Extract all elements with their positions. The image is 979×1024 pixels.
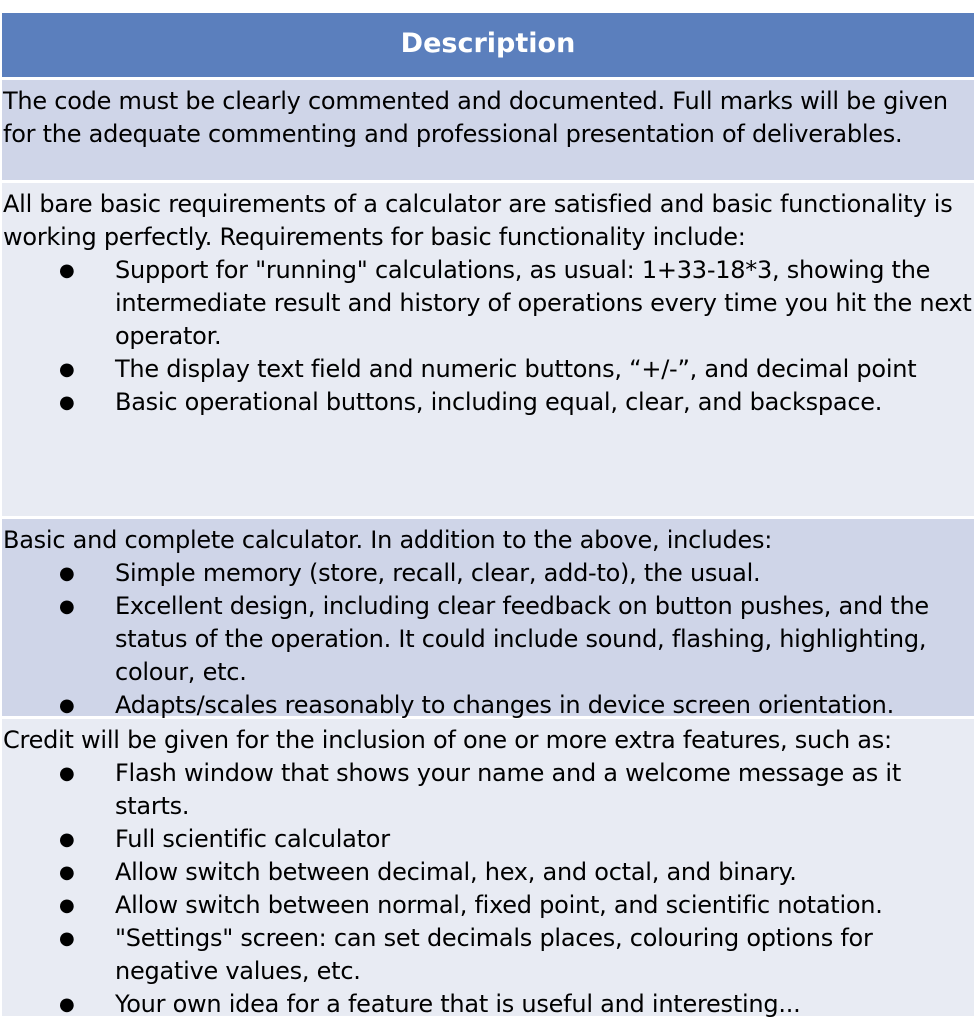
- bullet-icon: ●: [59, 695, 75, 716]
- list-item: [3, 823, 974, 856]
- bullet-icon: ●: [59, 895, 75, 916]
- list-item: [3, 988, 974, 1021]
- table-header: [2, 13, 974, 80]
- list-item: [3, 856, 974, 889]
- bullet-icon: ●: [59, 862, 75, 883]
- list-item: [3, 353, 974, 386]
- row-text: All bare basic requirements of a calculator are satisfied and basic functionality is working perfectly. Requirements for basic functionality include:: [3, 190, 953, 251]
- row-text: The code must be clearly commented and documented. Full marks will be given for the adequate commenting and professional presentation of deliverables.: [3, 87, 948, 148]
- list-item: [3, 254, 974, 353]
- table-row: [2, 80, 974, 183]
- table-row: [2, 519, 974, 719]
- table-row: [2, 183, 974, 519]
- row-text: Basic and complete calculator. In addition to the above, includes:: [3, 526, 773, 554]
- bullet-list: [3, 254, 974, 419]
- list-item-text: "Settings" screen: can set decimals places, colouring options for negative values, etc.: [115, 924, 873, 985]
- list-item-text: Allow switch between decimal, hex, and octal, and binary.: [115, 858, 797, 886]
- bullet-icon: ●: [59, 260, 75, 281]
- bullet-list: [3, 557, 974, 722]
- bullet-list: [3, 757, 974, 1021]
- row-text: Credit will be given for the inclusion of one or more extra features, such as:: [3, 726, 892, 754]
- bullet-icon: ●: [59, 563, 75, 584]
- bullet-icon: ●: [59, 763, 75, 784]
- bullet-icon: ●: [59, 596, 75, 617]
- list-item-text: Full scientific calculator: [115, 825, 390, 853]
- list-item: [3, 590, 974, 689]
- table-row: [2, 719, 974, 1019]
- list-item-text: Allow switch between normal, fixed point, and scientific notation.: [115, 891, 883, 919]
- list-item-text: Adapts/scales reasonably to changes in device screen orientation.: [115, 691, 895, 719]
- requirements-table: [2, 13, 974, 1019]
- bullet-icon: ●: [59, 392, 75, 413]
- list-item-text: Excellent design, including clear feedback on button pushes, and the status of the operation. It could include sound, flashing, highlighting, colour, etc.: [115, 592, 929, 686]
- list-item-text: The display text field and numeric buttons, “+/-”, and decimal point: [115, 355, 917, 383]
- header-title: Description: [400, 27, 576, 59]
- list-item-text: Basic operational buttons, including equal, clear, and backspace.: [115, 388, 883, 416]
- list-item-text: Your own idea for a feature that is useful and interesting...: [115, 990, 801, 1018]
- list-item-text: Flash window that shows your name and a welcome message as it starts.: [115, 759, 902, 820]
- bullet-icon: ●: [59, 359, 75, 380]
- list-item: [3, 757, 974, 823]
- list-item-text: Support for "running" calculations, as usual: 1+33-18*3, showing the intermediate result and history of operations every time you hit the next operator.: [115, 256, 972, 350]
- list-item-text: Simple memory (store, recall, clear, add-to), the usual.: [115, 559, 761, 587]
- bullet-icon: ●: [59, 994, 75, 1015]
- list-item: [3, 689, 974, 722]
- bullet-icon: ●: [59, 829, 75, 850]
- list-item: [3, 386, 974, 419]
- list-item: [3, 889, 974, 922]
- bullet-icon: ●: [59, 928, 75, 949]
- list-item: [3, 922, 974, 988]
- list-item: [3, 557, 974, 590]
